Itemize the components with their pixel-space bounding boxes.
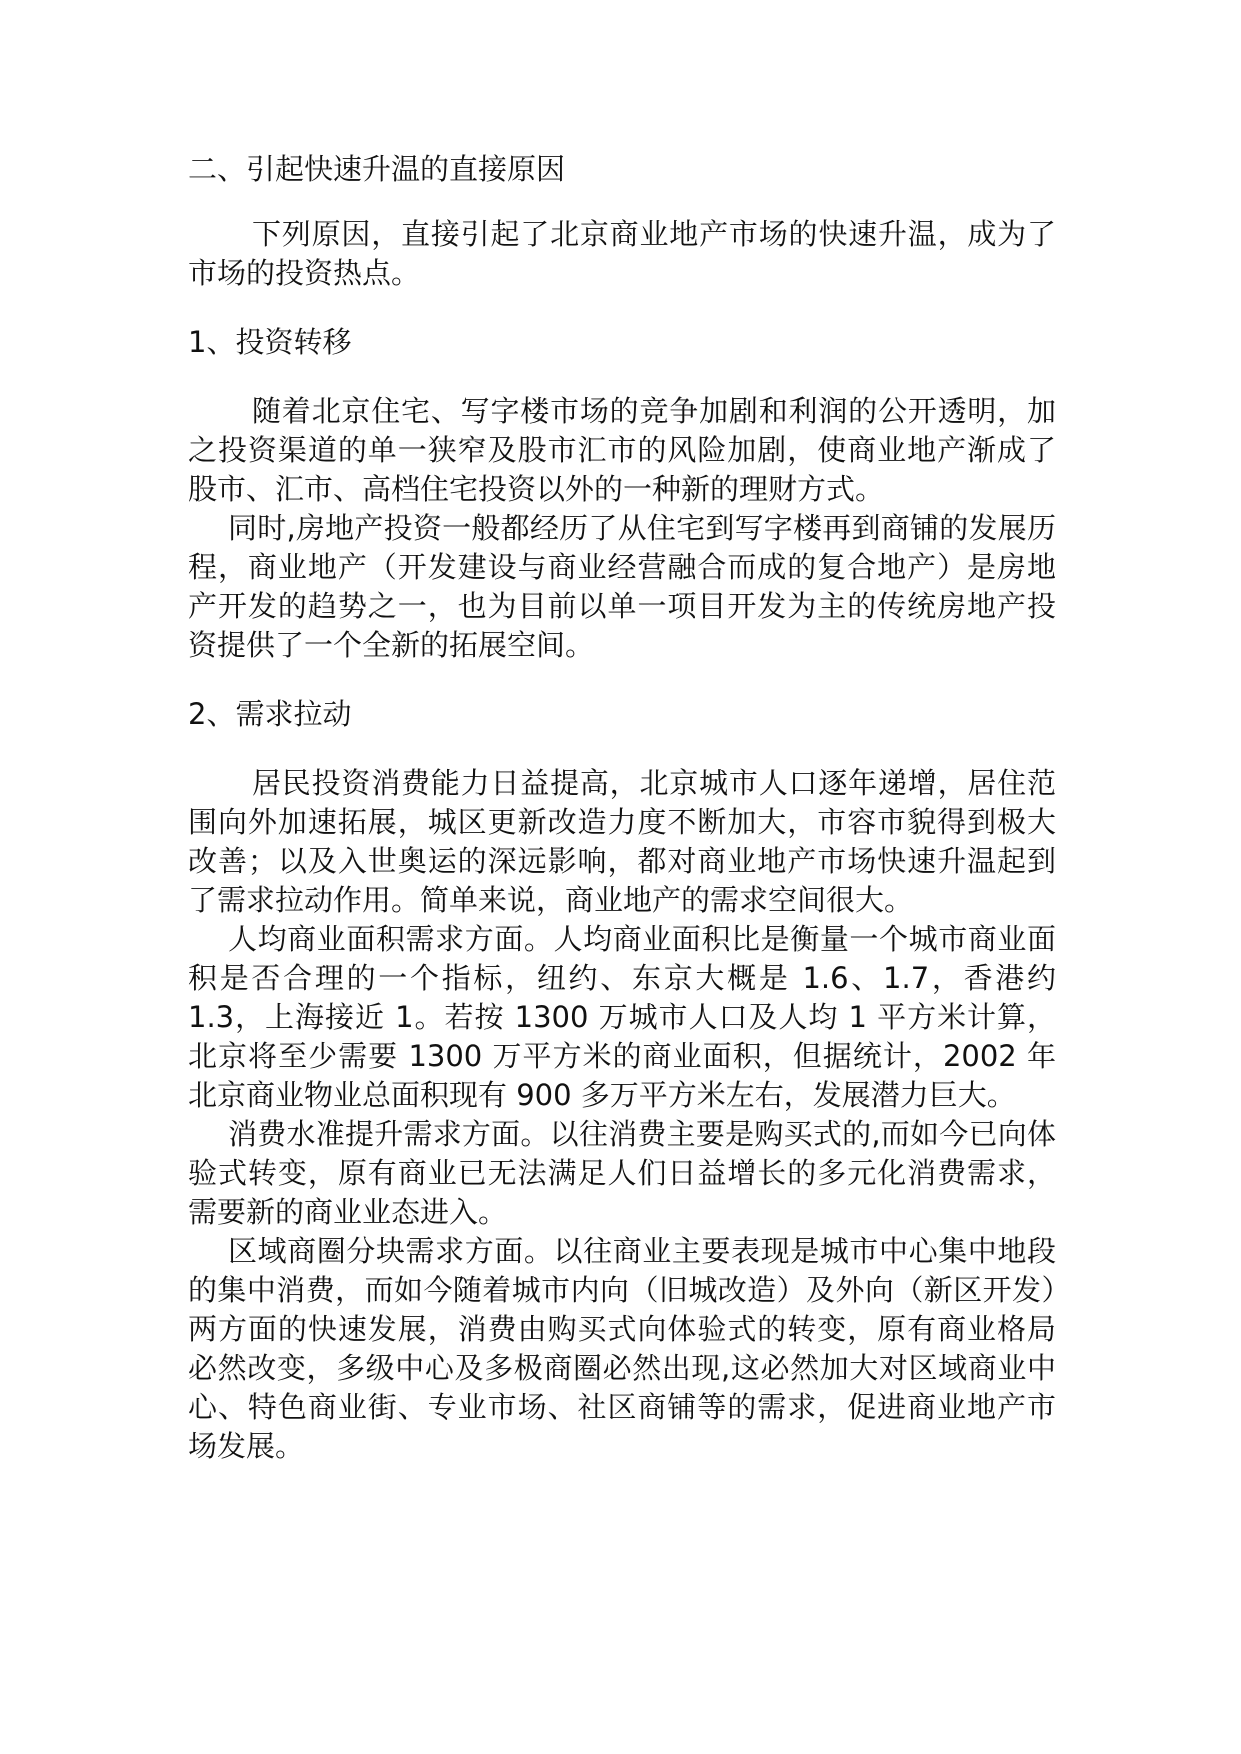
section-2-paragraph-3: 消费水准提升需求方面。以往消费主要是购买式的,而如今已向体验式转变，原有商业已无法满足人们日益增长的多元化消费需求，需要新的商业业态进入。 — [188, 1117, 1056, 1229]
section-1-title: 1、投资转移 — [188, 325, 352, 359]
section-1-paragraph-2: 同时,房地产投资一般都经历了从住宅到写字楼再到商铺的发展历程，商业地产（开发建设与商业经营融合而成的复合地产）是房地产开发的趋势之一，也为目前以单一项目开发为主的传统房地产投资提供了一个全新的拓展空间。 — [188, 511, 1056, 662]
intro-paragraph: 下列原因，直接引起了北京商业地产市场的快速升温，成为了市场的投资热点。 — [188, 217, 1056, 290]
section-2-paragraph-4: 区域商圈分块需求方面。以往商业主要表现是城市中心集中地段的集中消费，而如今随着城市内向（旧城改造）及外向（新区开发）两方面的快速发展，消费由购买式向体验式的转变，原有商业格局必然改变，多级中心及多极商圈必然出现,这必然加大对区域商业中心、特色商业街、专业市场、社区商铺等的需求，促进商业地产市场发展。 — [188, 1234, 1056, 1463]
main-heading: 二、引起快速升温的直接原因 — [188, 152, 566, 186]
section-2-title: 2、需求拉动 — [188, 697, 352, 731]
section-2-paragraph-2: 人均商业面积需求方面。人均商业面积比是衡量一个城市商业面积是否合理的一个指标，纽约、东京大概是 1.6、1.7，香港约 1.3，上海接近 1。若按 1300 万城市人口及人均 1 平方米计算，北京将至少需要 1300 万平方米的商业面积，但据统计，2002 年北京商业物业总面积现有 900 多万平方米左右，发展潜力巨大。 — [188, 922, 1056, 1112]
section-1-paragraph-1: 随着北京住宅、写字楼市场的竞争加剧和利润的公开透明，加之投资渠道的单一狭窄及股市汇市的风险加剧，使商业地产渐成了股市、汇市、高档住宅投资以外的一种新的理财方式。 — [188, 394, 1056, 506]
document-body — [188, 150, 1056, 1466]
section-2-paragraph-1: 居民投资消费能力日益提高，北京城市人口逐年递增，居住范围向外加速拓展，城区更新改造力度不断加大，市容市貌得到极大改善；以及入世奥运的深远影响，都对商业地产市场快速升温起到了需求拉动作用。简单来说，商业地产的需求空间很大。 — [188, 766, 1056, 917]
